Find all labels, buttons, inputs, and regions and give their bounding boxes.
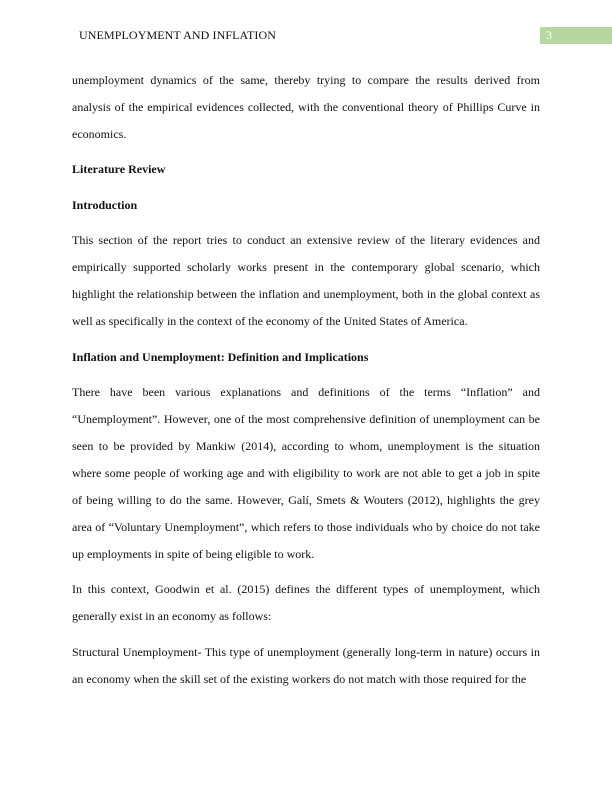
page-number-badge: 3 [540,27,612,44]
paragraph-definitions: There have been various explanations and definitions of the terms “Inflation” and “Unemployment”. However, one of the most comprehensive definition of unemployment can be seen to be provided by Mankiw (2014), according to whom, unemployment is the situation where some people of working age and with eligibility to work are not able to get a job in spite of being willing to do the same. However, Galí, Smets & Wouters (2012), highlights the grey area of “Voluntary Unemployment”, which refers to those individuals who by choice do not take up employments in spite of being eligible to work. [72,384,540,561]
document-body [72,67,540,701]
heading-definitions: Inflation and Unemployment: Definition and Implications [72,349,369,364]
paragraph-structural-unemployment: Structural Unemployment- This type of unemployment (generally long-term in nature) occurs in an economy when the skill set of the existing workers do not match with those required for the [72,644,540,686]
paragraph-types-intro: In this context, Goodwin et al. (2015) defines the different types of unemployment, which generally exist in an economy as follows: [72,582,540,624]
paragraph-introduction: This section of the report tries to conduct an extensive review of the literary evidences and empirically supported scholarly works present in the contemporary global scenario, which highlight the relationship between the inflation and unemployment, both in the global context as well as specifically in the context of the economy of the United States of America. [72,233,540,329]
paragraph-continuation: unemployment dynamics of the same, thereby trying to compare the results derived from analysis of the empirical evidences collected, with the conventional theory of Phillips Curve in economics. [72,73,540,141]
heading-introduction: Introduction [72,197,138,212]
running-header-title: UNEMPLOYMENT AND INFLATION [79,28,277,42]
heading-literature-review: Literature Review [72,162,166,177]
